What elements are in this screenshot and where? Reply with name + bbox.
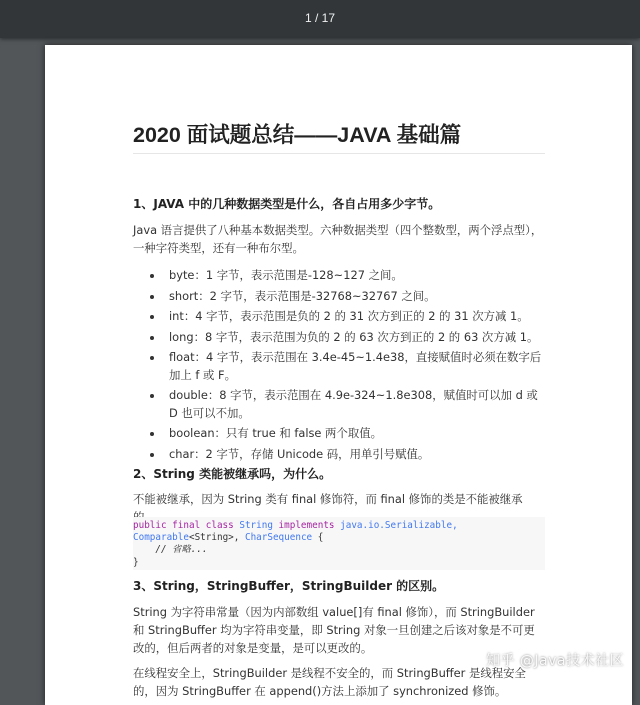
page-counter: 1 / 17 (304, 11, 336, 25)
code-line: public final class String implements java.io.Serializable, (133, 520, 458, 531)
section-3-para-1: String 为字符串常量（因为内部数组 value[]有 final 修饰），而 StringBuilder 和 StringBuffer 均为字符串变量，即 String 对象一旦创建之后该对象是不可更改的，但后两者的对象是变量，是可以更改的。 (133, 605, 535, 655)
bullet-icon (150, 315, 154, 319)
watermark: 知乎 @Java技术社区 (485, 653, 624, 669)
list-item: double：8 字节，表示范围在 4.9e-324~1.8e308，赋值时可以加 d 或 D 也可以不加。 (133, 387, 545, 422)
section-2-heading: 2、String 类能被继承吗，为什么。 (133, 467, 332, 481)
list-item: char：2 字节，存储 Unicode 码，用单引号赋值。 (133, 446, 545, 464)
code-line: } (133, 556, 139, 568)
section-3-para-2: 在线程安全上，StringBuilder 是线程不安全的，而 StringBuffer 是线程安全的，因为 StringBuffer 在 append()方法上添加了 synchronized 修饰。 (133, 666, 526, 698)
bullet-icon (150, 336, 154, 340)
title-divider (133, 153, 545, 154)
document-title: 2020 面试题总结——JAVA 基础篇 (133, 123, 462, 147)
bullet-icon (150, 453, 154, 457)
code-line: Comparable<String>, CharSequence { (133, 532, 324, 544)
bullet-icon (150, 274, 154, 278)
section-3-heading: 3、String，StringBuffer，StringBuilder 的区别。 (133, 579, 445, 593)
section-1-heading: 1、JAVA 中的几种数据类型是什么，各自占用多少字节。 (133, 197, 441, 211)
list-item: int：4 字节，表示范围是负的 2 的 31 次方到正的 2 的 31 次方减 1。 (133, 308, 545, 326)
list-item: short：2 字节，表示范围是-32768~32767 之间。 (133, 288, 545, 306)
list-item: long：8 字节，表示范围为负的 2 的 63 次方到正的 2 的 63 次方减 1。 (133, 329, 545, 347)
list-item: byte：1 字节，表示范围是-128~127 之间。 (133, 267, 545, 285)
bullet-icon (150, 356, 154, 360)
data-type-list (133, 267, 545, 466)
section-1-intro: Java 语言提供了八种基本数据类型。六种数据类型（四个整数型，两个浮点型），一种字符类型，还有一种布尔型。 (133, 223, 543, 255)
code-block (133, 517, 545, 570)
code-comment: // 省略... (133, 544, 208, 556)
section-2-text: 不能被继承，因为 String 类有 final 修饰符，而 final 修饰的类是不能被继承 (133, 492, 523, 506)
bullet-icon (150, 295, 154, 299)
bullet-icon (150, 432, 154, 436)
bullet-icon (150, 394, 154, 398)
pdf-page (45, 45, 632, 705)
pdf-toolbar (0, 0, 640, 38)
list-item: float：4 字节，表示范围在 3.4e-45~1.4e38，直接赋值时必须在数字后加上 f 或 F。 (133, 349, 545, 384)
list-item: boolean：只有 true 和 false 两个取值。 (133, 425, 545, 443)
